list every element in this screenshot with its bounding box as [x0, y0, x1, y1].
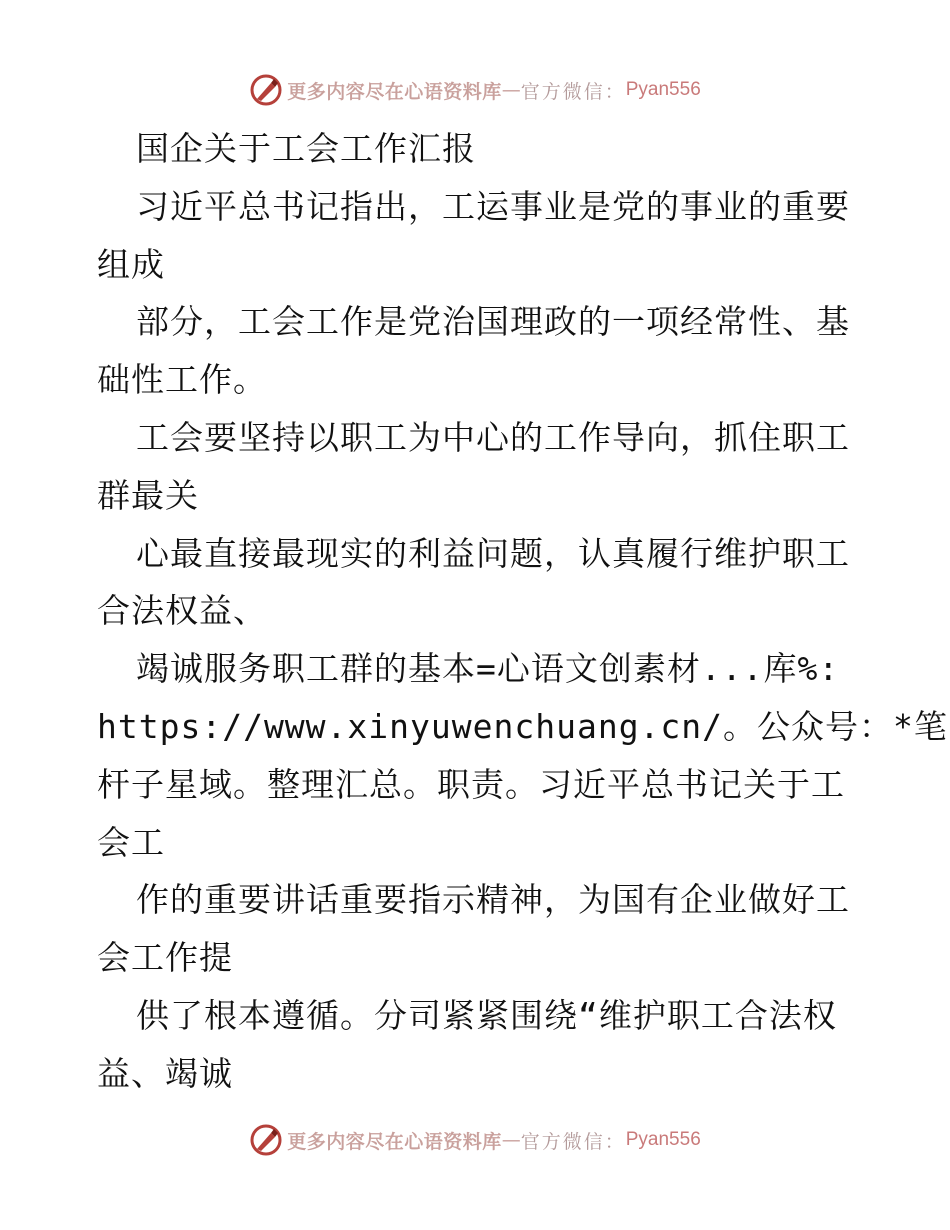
text-line: 会工	[97, 822, 165, 862]
banner-brand-text: 更多内容尽在心语资料库	[287, 80, 502, 103]
quill-pen-logo-icon	[249, 1123, 283, 1157]
text-line: 供了根本遵循。分司紧紧围绕“维护职工合法权	[136, 995, 837, 1035]
banner-dash: —	[501, 1129, 521, 1151]
banner-wechat-label: 官方微信：	[520, 1130, 626, 1153]
banner-wechat-label: 官方微信：	[520, 80, 626, 103]
text-line: 竭诚服务职工群的基本=心语文创素材...库%:	[136, 649, 840, 689]
text-line: 心最直接最现实的利益问题，认真履行维护职工	[136, 533, 850, 573]
text-line: 组成	[97, 244, 165, 284]
document-body	[97, 120, 948, 1103]
quill-pen-logo-icon	[249, 73, 283, 107]
text-line-url: https://www.xinyuwenchuang.cn/。公众号：*笔	[97, 706, 948, 746]
text-line: 合法权益、	[97, 591, 267, 631]
text-line: 杆子星域。整理汇总。职责。习近平总书记关于工	[97, 764, 845, 804]
text-line: 习近平总书记指出，工运事业是党的事业的重要	[136, 186, 850, 226]
text-line: 部分，工会工作是党治国理政的一项经常性、基	[136, 302, 850, 342]
text-line: 础性工作。	[97, 360, 267, 400]
banner-wechat-id: Pyan556	[625, 79, 701, 100]
text-line: 工会要坚持以职工为中心的工作导向，抓住职工	[136, 417, 850, 457]
document-title: 国企关于工会工作汇报	[136, 129, 476, 168]
banner-wechat-id: Pyan556	[625, 1129, 701, 1150]
banner-dash: —	[501, 79, 521, 101]
footer-watermark-banner	[0, 1120, 950, 1160]
header-watermark-banner	[0, 70, 950, 110]
banner-brand-text: 更多内容尽在心语资料库	[287, 1130, 502, 1153]
text-line: 作的重要讲话重要指示精神，为国有企业做好工	[136, 880, 850, 920]
text-line: 会工作提	[97, 938, 233, 978]
text-line: 益、竭诚	[97, 1053, 233, 1093]
text-line: 群最关	[97, 475, 199, 515]
